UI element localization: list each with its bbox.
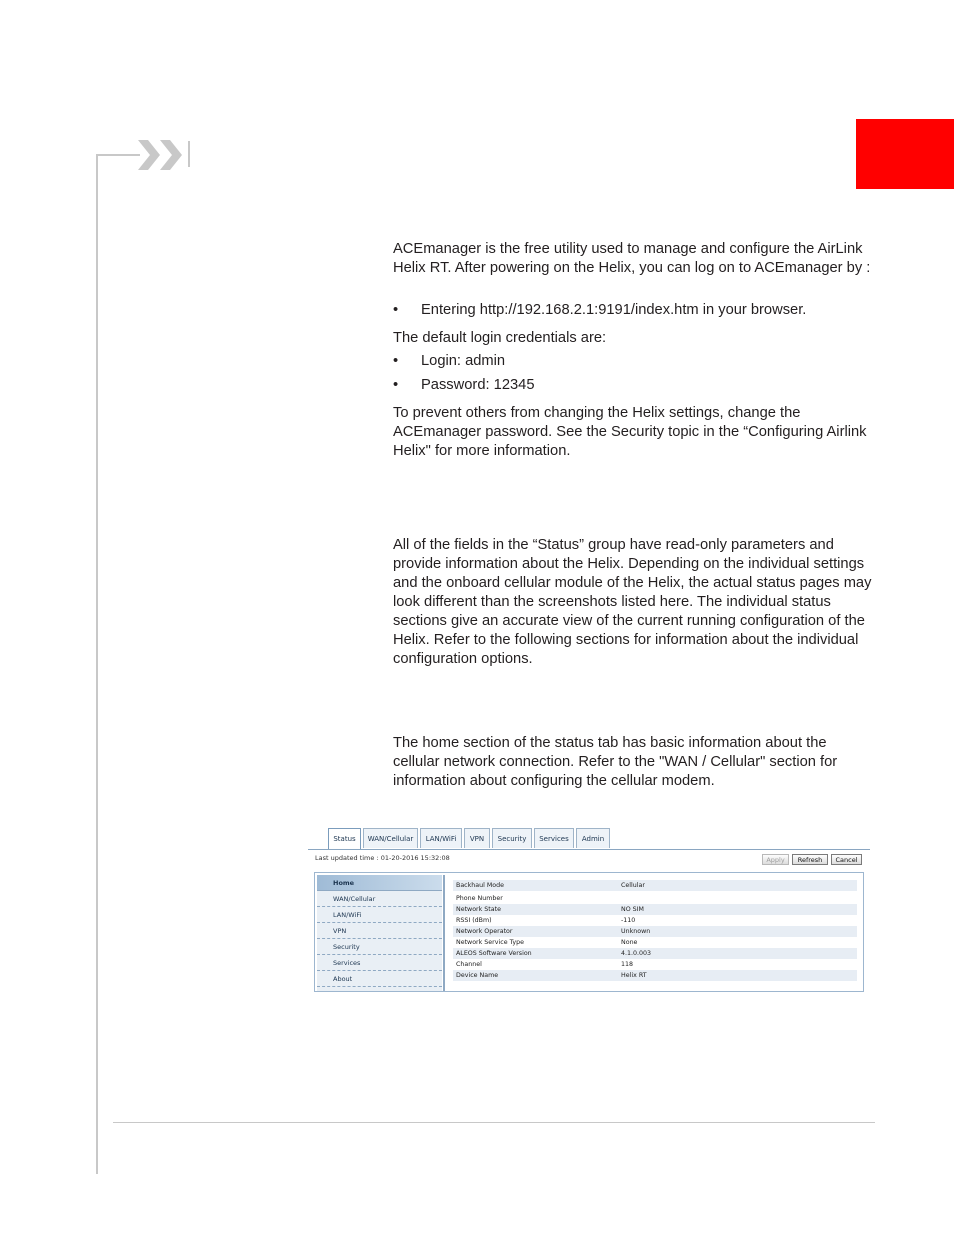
refresh-button[interactable]: Refresh xyxy=(792,854,828,865)
table-row: Network State NO SIM xyxy=(453,904,857,915)
intro-paragraph-3: To prevent others from changing the Helix settings, change the ACEmanager password. See the Security topic in the “Configuring Airlink Helix" for more information. xyxy=(393,405,867,459)
sidebar-item-about[interactable]: About xyxy=(317,971,442,987)
table-row: Channel 118 xyxy=(456,961,634,968)
tab-admin[interactable]: Admin xyxy=(576,828,610,848)
sidebar-item-vpn[interactable]: VPN xyxy=(317,923,442,939)
table-row: Network Service Type None xyxy=(456,939,638,946)
table-row: RSSI (dBm) -110 xyxy=(456,917,636,924)
tab-wan-cellular[interactable]: WAN/Cellular xyxy=(363,828,418,848)
page-frame-vertical-rule xyxy=(96,154,98,1174)
double-chevron-icon xyxy=(138,138,188,174)
table-row: Backhaul Mode Cellular xyxy=(453,880,857,891)
acemanager-screenshot xyxy=(308,826,870,998)
sidebar-item-home[interactable]: Home xyxy=(317,875,442,891)
sidebar-item-lan-wifi[interactable]: LAN/WiFi xyxy=(317,907,442,923)
home-paragraph: The home section of the status tab has basic information about the cellular network connection. Refer to the "WAN / Cellular" section for information about configuring the cellular modem. xyxy=(393,735,838,789)
chapter-tab-marker xyxy=(856,119,954,189)
sidebar-item-wan-cellular[interactable]: WAN/Cellular xyxy=(317,891,442,907)
sidebar xyxy=(317,875,442,991)
tab-lan-wifi[interactable]: LAN/WiFi xyxy=(420,828,462,848)
apply-button[interactable]: Apply xyxy=(762,854,789,865)
tab-underline xyxy=(308,849,870,850)
sidebar-item-security[interactable]: Security xyxy=(317,939,442,955)
table-row: Device Name Helix RT xyxy=(453,970,857,981)
page-frame-horizontal-rule xyxy=(96,154,140,156)
cancel-button[interactable]: Cancel xyxy=(831,854,862,865)
intro-paragraph-2: The default login credentials are: xyxy=(393,330,607,346)
chevron-divider xyxy=(188,141,190,167)
tab-services[interactable]: Services xyxy=(534,828,574,848)
tab-status[interactable]: Status xyxy=(328,828,361,850)
table-row: Phone Number xyxy=(456,895,503,902)
sidebar-item-services[interactable]: Services xyxy=(317,955,442,971)
tab-vpn[interactable]: VPN xyxy=(464,828,490,848)
table-row: ALEOS Software Version 4.1.0.003 xyxy=(453,948,857,959)
status-panel xyxy=(314,872,864,992)
tab-security[interactable]: Security xyxy=(492,828,532,848)
last-updated-time: Last updated time : 01-20-2016 15:32:08 xyxy=(315,854,450,862)
footer-rule xyxy=(113,1122,875,1123)
intro-paragraph-1: ACEmanager is the free utility used to manage and configure the AirLink Helix RT. After powering on the Helix, you can log on to ACEmanager by : xyxy=(393,241,871,276)
table-row: Network Operator Unknown xyxy=(453,926,857,937)
sidebar-divider xyxy=(443,875,445,991)
status-paragraph: All of the fields in the “Status” group have read-only parameters and provide information about the Helix. Depending on the individual settings and the onboard cellular module of the Helix, the actual status pages may look different than the screenshots listed here. The individual status sections give an accurate view of the current running configuration of the Helix. Refer to the following sections for information about the individual configuration options. xyxy=(393,537,872,667)
